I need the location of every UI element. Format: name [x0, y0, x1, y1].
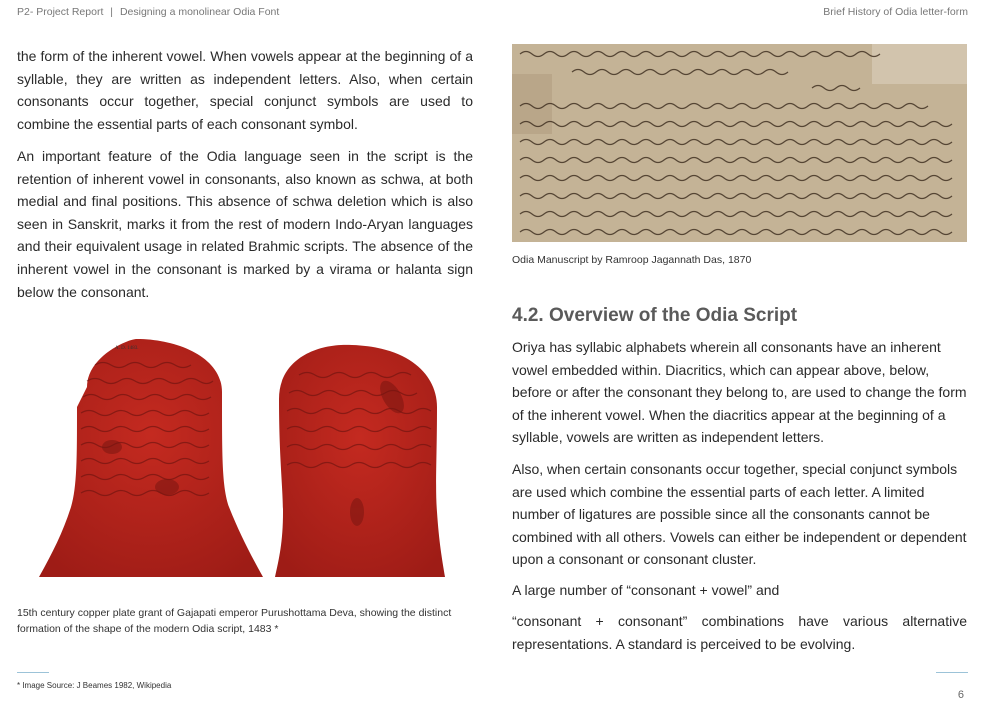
running-header-right: Brief History of Odia letter-form — [823, 6, 968, 18]
header-title: Designing a monolinear Odia Font — [119, 6, 280, 18]
plate-caption: 15th century copper plate grant of Gajapati emperor Purushottama Deva, showing the distinct formation of the shape of the modern Odia script, 1483 * — [17, 607, 452, 635]
copper-plate-right — [275, 345, 445, 577]
page-number: 6 — [957, 689, 964, 701]
left-paragraph-2: An important feature of the Odia language seen in the script is the retention of inherent vowel in consonants, also known as schwa, at both medial and final positions. This absence of schwa deletion which is also seen in Sanskrit, marks it from the rest of modern Indo-Aryan languages and their equivalent usage in related Brahmic scripts. The absence of the inherent vowel in the consonant is marked by a virama or halanta sign below the consonant. — [17, 148, 473, 300]
section-heading: 4.2. Overview of the Odia Script — [512, 305, 798, 326]
plate-label: A. D. 1483. — [115, 346, 139, 351]
image-source-footnote: * Image Source: J Beames 1982, Wikipedia — [17, 681, 172, 690]
right-paragraph-2: Also, when certain consonants occur together, special conjunct symbols are used which combine the essential parts of each letter. A limited number of ligatures are possible since all the consonants cannot be combined with all others. Vowels can either be independent or dependent upon a consonant or consonant cluster. — [512, 461, 967, 568]
left-paragraph-1: the form of the inherent vowel. When vowels appear at the beginning of a syllable, they are written as independent letters. Also, when certain consonants occur together, special conjunct symbols are used to combine the essential parts of each consonant symbol. — [17, 48, 473, 132]
header-project: P2- Project Report — [17, 6, 104, 18]
running-header-left — [17, 6, 279, 18]
manuscript-image — [512, 44, 967, 242]
header-separator: | — [110, 6, 114, 18]
copper-plate-image — [17, 337, 454, 583]
right-paragraph-1: Oriya has syllabic alphabets wherein all consonants have an inherent vowel embedded within. Diacritics, which can appear above, below, before or after the consonant they belong to, are used to change the form of the inherent vowel. When the diacritics appear at the beginning of a syllable, vowels are written as independent letters. — [512, 339, 967, 446]
right-paragraph-3: A large number of “consonant + vowel” and — [512, 582, 780, 598]
manuscript-caption: Odia Manuscript by Ramroop Jagannath Das, 1870 — [512, 254, 752, 266]
footer-rule-left — [17, 672, 49, 673]
footer-rule-right — [936, 672, 968, 673]
right-paragraph-4: “consonant + consonant” combinations have various alternative representations. A standard is perceived to be evolving. — [512, 613, 967, 652]
